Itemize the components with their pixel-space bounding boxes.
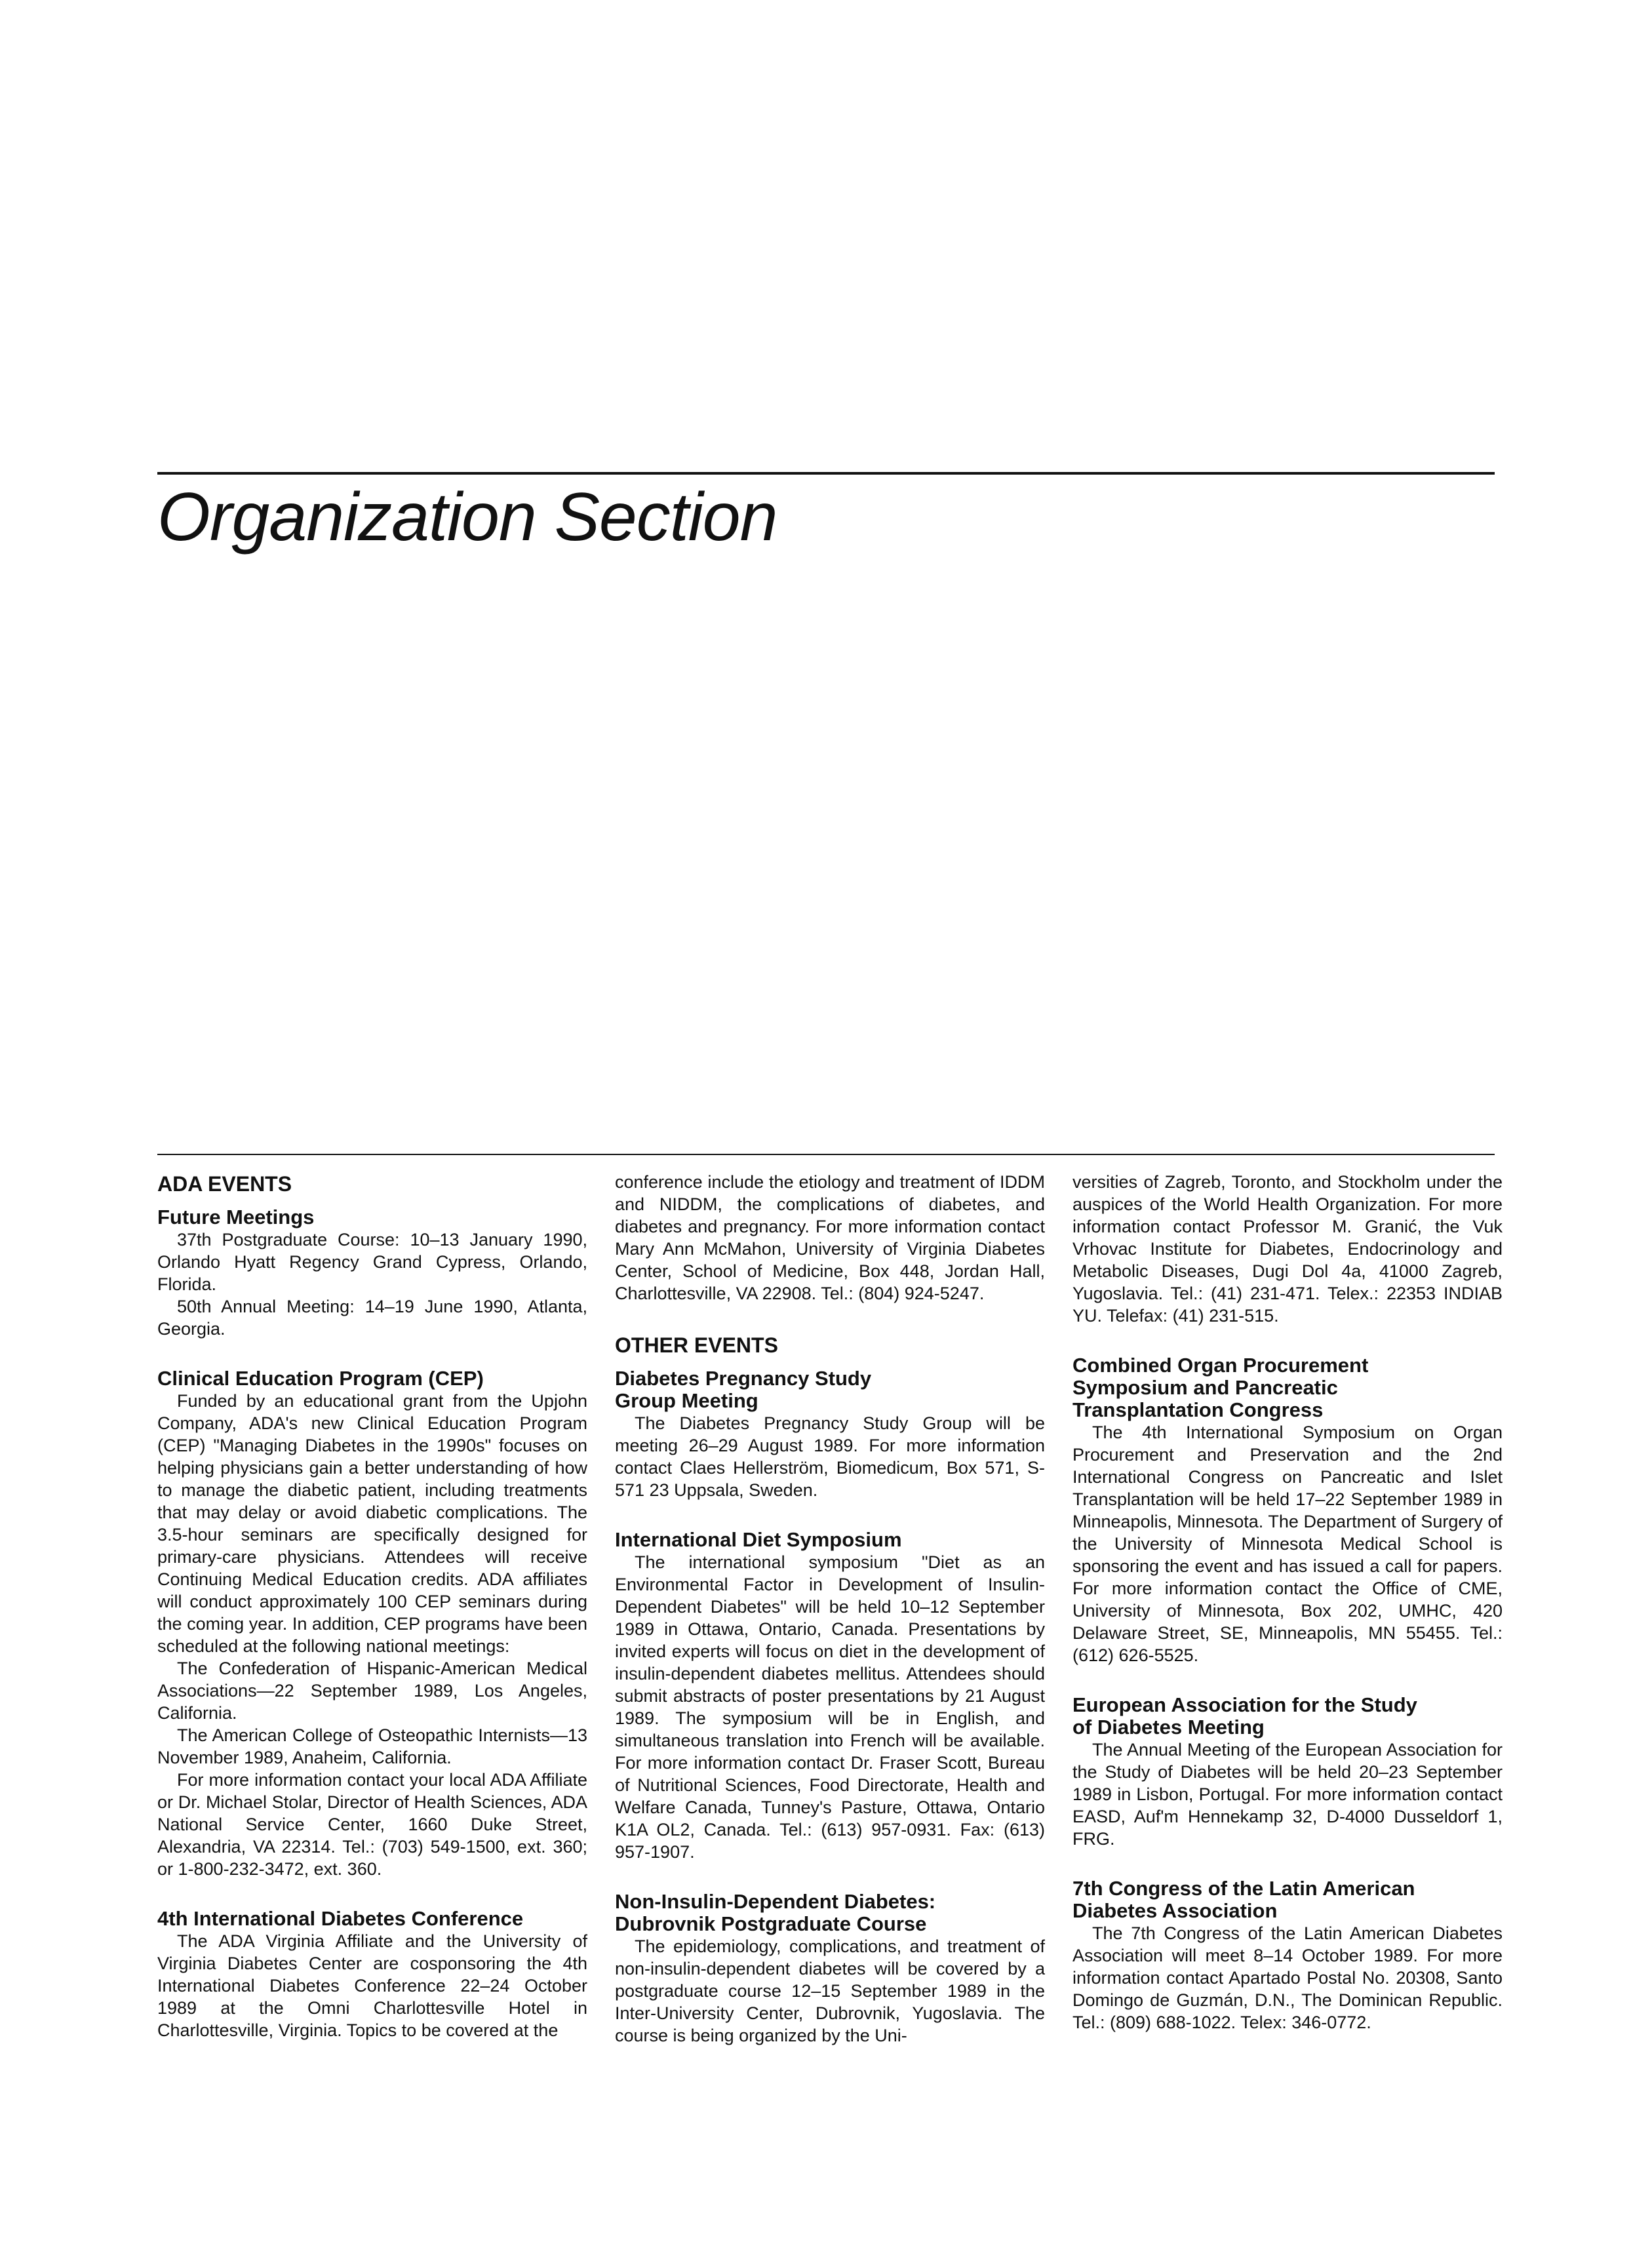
cep-paragraph-1: Funded by an educational grant from the Upjohn Company, ADA's new Clinical Education Program (CEP) "Managing Diabetes in the 1990s" focuses on helping physicians gain a better understanding of how to manage the diabetic patient, including treatments that may delay or avoid diabetic complications. The 3.5-hour seminars are specifically designed for primary-care physicians. Attendees will receive Continuing Medical Education credits. ADA affiliates will conduct approximately 100 CEP seminars during the coming year. In addition, CEP programs have been scheduled at the following national meetings: [157, 1391, 587, 1656]
easd-heading-line-2: of Diabetes Meeting [1072, 1716, 1265, 1739]
alad-paragraph-1: The 7th Congress of the Latin American Diabetes Association will meet 8–14 October 1989. For more information contact Apartado Postal No. 20308, Santo Domingo de Guzmán, D.N., The Dominican Republic. Tel.: (809) 688-1022. Telex: 346-0772. [1072, 1923, 1503, 2032]
niddm-heading-line-1: Non-Insulin-Dependent Diabetes: [615, 1890, 936, 1913]
cep-heading: Clinical Education Program (CEP) [157, 1367, 484, 1390]
idc-heading: 4th International Diabetes Conference [157, 1907, 524, 1930]
cep-paragraph-4: For more information contact your local ADA Affiliate or Dr. Michael Stolar, Director of Health Sciences, ADA National Service Center, 1660 Duke Street, Alexandria, VA 22314. Tel.: (703) 549-1500, ext. 360; or 1-800-232-3472, ext. 360. [157, 1770, 587, 1879]
organ-heading-line-1: Combined Organ Procurement [1072, 1354, 1369, 1377]
organ-paragraph-1: The 4th International Symposium on Organ Procurement and Preservation and the 2nd International Congress on Pancreatic and Islet Transplantation will be held 17–22 September 1989 in Minneapolis, Minnesota. The Department of Surgery of the University of Minnesota Medical School is sponsoring the event and has issued a call for papers. For more information contact the Office of CME, University of Minnesota, Box 202, UMHC, 420 Delaware Street, SE, Minneapolis, MN 55455. Tel.: (612) 626-5525. [1072, 1423, 1503, 1665]
top-rule [157, 472, 1495, 475]
section-rule [157, 1154, 1495, 1155]
cep-paragraph-2: The Confederation of Hispanic-American Medical Associations—22 September 1989, Los Angeles, California. [157, 1659, 587, 1723]
easd-paragraph-1: The Annual Meeting of the European Association for the Study of Diabetes will be held 20–23 September 1989 in Lisbon, Portugal. For more information contact EASD, Auf'm Hennekamp 32, D-4000 Dusseldorf 1, FRG. [1072, 1740, 1503, 1849]
idc-paragraph-1: The ADA Virginia Affiliate and the University of Virginia Diabetes Center are cosponsoring the 4th International Diabetes Conference 22–24 October 1989 at the Omni Charlottesville Hotel in Charlottesville, Virginia. Topics to be covered at the [157, 1931, 587, 2040]
alad-heading-line-1: 7th Congress of the Latin American [1072, 1877, 1415, 1900]
idc-paragraph-continued: conference include the etiology and treatment of IDDM and NIDDM, the complications of diabetes, and diabetes and pregnancy. For more information contact Mary Ann McMahon, University of Virginia Diabetes Center, School of Medicine, Box 448, Jordan Hall, Charlottesville, VA 22908. Tel.: (804) 924-5247. [615, 1172, 1045, 1303]
ids-paragraph-1: The international symposium "Diet as an Environmental Factor in Development of Insulin-Dependent Diabetes" will be held 10–12 September 1989 in Ottawa, Ontario, Canada. Presentations by invited experts will focus on diet in the development of insulin-dependent diabetes mellitus. Attendees should submit abstracts of poster presentations by 21 August 1989. The symposium will be in English, and simultaneous translation into French will be available. For more information contact Dr. Fraser Scott, Bureau of Nutritional Sciences, Food Directorate, Health and Welfare Canada, Tunney's Pasture, Ottawa, Ontario K1A OL2, Canada. Tel.: (613) 957-0931. Fax: (613) 957-1907. [615, 1552, 1045, 1862]
niddm-paragraph-1: The epidemiology, complications, and treatment of non-insulin-dependent diabetes will be covered by a postgraduate course 12–15 September 1989 in the Inter-University Center, Dubrovnik, Yugoslavia. The course is being organized by the Uni- [615, 1937, 1045, 2045]
ada-events-heading: ADA EVENTS [157, 1172, 292, 1196]
other-events-heading: OTHER EVENTS [615, 1333, 778, 1357]
dpsg-paragraph-1: The Diabetes Pregnancy Study Group will be meeting 26–29 August 1989. For more information contact Claes Hellerström, Biomedicum, Box 571, S-571 23 Uppsala, Sweden. [615, 1413, 1045, 1500]
dpsg-heading-line-1: Diabetes Pregnancy Study [615, 1367, 872, 1390]
organ-heading-line-3: Transplantation Congress [1072, 1398, 1324, 1421]
future-meetings-paragraph-1: 37th Postgraduate Course: 10–13 January 1990, Orlando Hyatt Regency Grand Cypress, Orlando, Florida. [157, 1230, 587, 1294]
organ-heading-line-2: Symposium and Pancreatic [1072, 1376, 1338, 1399]
niddm-heading-line-2: Dubrovnik Postgraduate Course [615, 1912, 927, 1935]
easd-heading-line-1: European Association for the Study [1072, 1693, 1417, 1716]
column-3 [1072, 1171, 1503, 2034]
ids-heading: International Diet Symposium [615, 1528, 902, 1551]
page-title: Organization Section [157, 479, 777, 555]
future-meetings-heading: Future Meetings [157, 1206, 315, 1229]
niddm-paragraph-continued: versities of Zagreb, Toronto, and Stockholm under the auspices of the World Health Organization. For more information contact Professor M. Granić, the Vuk Vrhovac Institute for Diabetes, Endocrinology and Metabolic Diseases, Dugi Dol 4a, 41000 Zagreb, Yugoslavia. Tel.: (41) 231-471. Telex.: 22353 INDIAB YU. Telefax: (41) 231-515. [1072, 1172, 1503, 1326]
cep-paragraph-3: The American College of Osteopathic Internists—13 November 1989, Anaheim, California. [157, 1725, 587, 1767]
dpsg-heading-line-2: Group Meeting [615, 1389, 758, 1412]
column-1 [157, 1171, 587, 2041]
future-meetings-paragraph-2: 50th Annual Meeting: 14–19 June 1990, Atlanta, Georgia. [157, 1297, 587, 1339]
alad-heading-line-2: Diabetes Association [1072, 1899, 1278, 1922]
column-2 [615, 1171, 1045, 2047]
